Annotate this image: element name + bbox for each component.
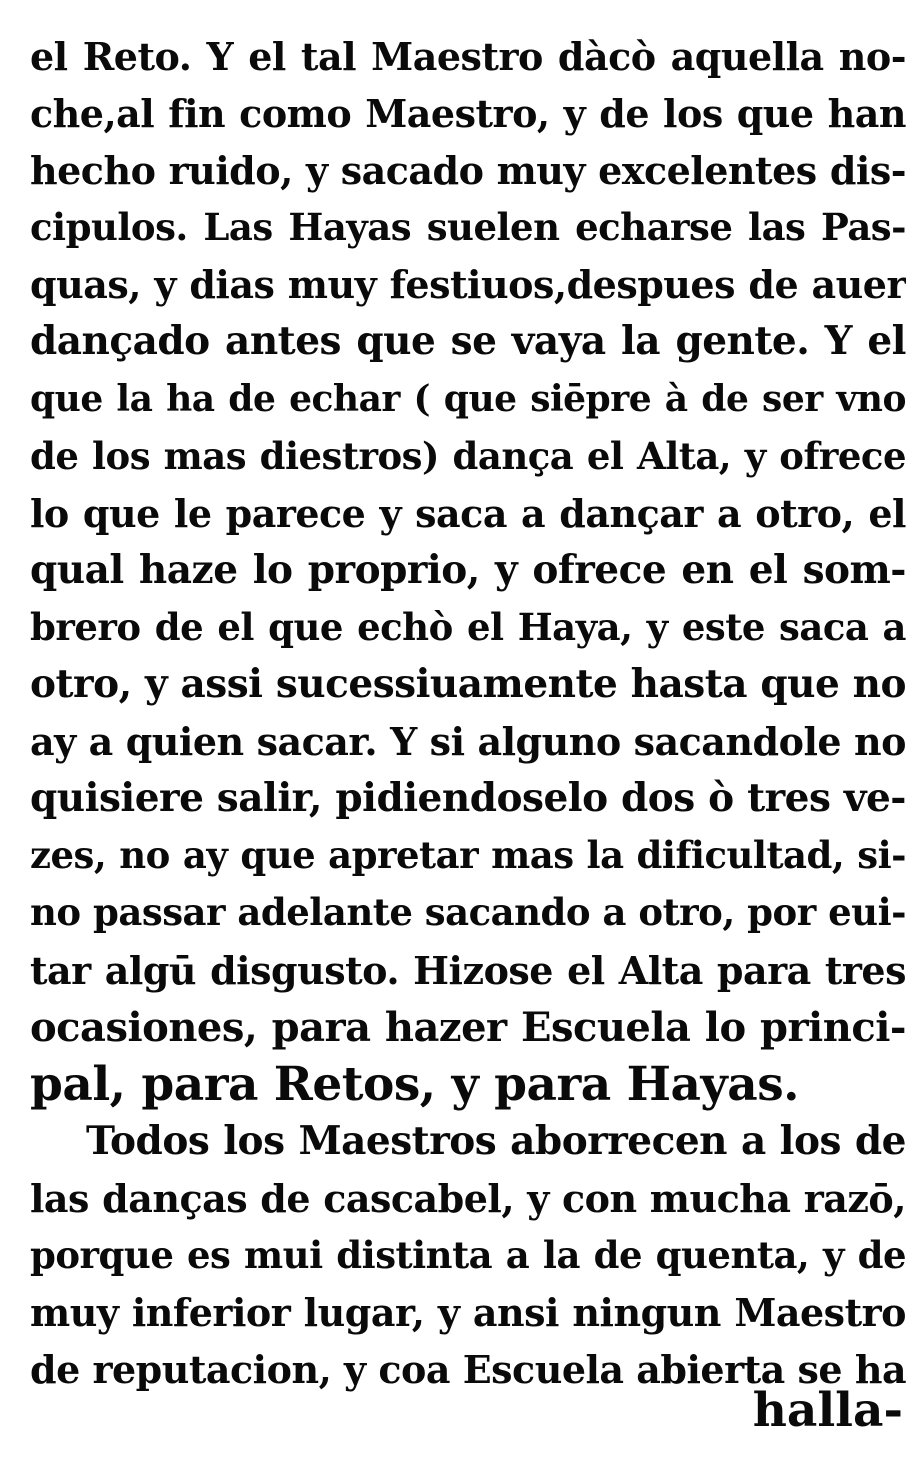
text-line: las danças de cascabel, y con mucha razō,	[30, 1175, 906, 1221]
page-text	[30, 28, 906, 1398]
text-line: hecho ruido, y sacado muy excelentes dis-	[30, 148, 906, 194]
text-line: ocasiones, para hazer Escuela lo princi-	[30, 1003, 906, 1051]
text-line: che,al fin como Maestro, y de los que han	[30, 91, 906, 137]
paragraph-1	[30, 28, 906, 1113]
text-line: quisiere salir, pidiendoselo dos ò tres ve-	[30, 775, 906, 822]
text-line: dançado antes que se vaya la gente. Y el	[30, 318, 906, 365]
text-line: pal, para Retos, y para Hayas.	[30, 1056, 800, 1112]
text-line: que la ha de echar ( que siēpre à de ser vno	[30, 377, 906, 420]
text-line: qual haze lo proprio, y ofrece en el som-	[30, 546, 906, 593]
text-line: lo que le parece y saca a dançar a otro, el	[30, 490, 906, 536]
catchword: halla-	[752, 1383, 903, 1438]
paragraph-2	[30, 1113, 906, 1398]
text-line: cipulos. Las Hayas suelen echarse las Pas-	[30, 205, 906, 250]
text-line: de reputacion, y coa Escuela abierta se ha	[30, 1347, 906, 1393]
text-line: brero de el que echò el Haya, y este saca a	[30, 604, 906, 649]
text-line: no passar adelante sacando a otro, por eui-	[30, 890, 906, 935]
text-line: el Reto. Y el tal Maestro dàcò aquella no-	[30, 34, 906, 79]
text-line: de los mas diestros) dança el Alta, y ofrece	[30, 433, 906, 478]
text-line: porque es mui distinta a la de quenta, y de	[30, 1232, 906, 1277]
text-line: otro, y assi sucessiuamente hasta que no	[30, 661, 906, 708]
text-line: zes, no ay que apretar mas la dificultad, si-	[30, 833, 906, 878]
text-line: ay a quien sacar. Y si alguno sacandole no	[30, 719, 906, 765]
text-line: Todos los Maestros aborrecen a los de	[86, 1117, 906, 1164]
text-line: muy inferior lugar, y ansi ningun Maestro	[30, 1290, 906, 1336]
text-line: tar algū disgusto. Hizose el Alta para tres	[30, 947, 906, 993]
text-line: quas, y dias muy festiuos,despues de auer	[30, 262, 906, 308]
